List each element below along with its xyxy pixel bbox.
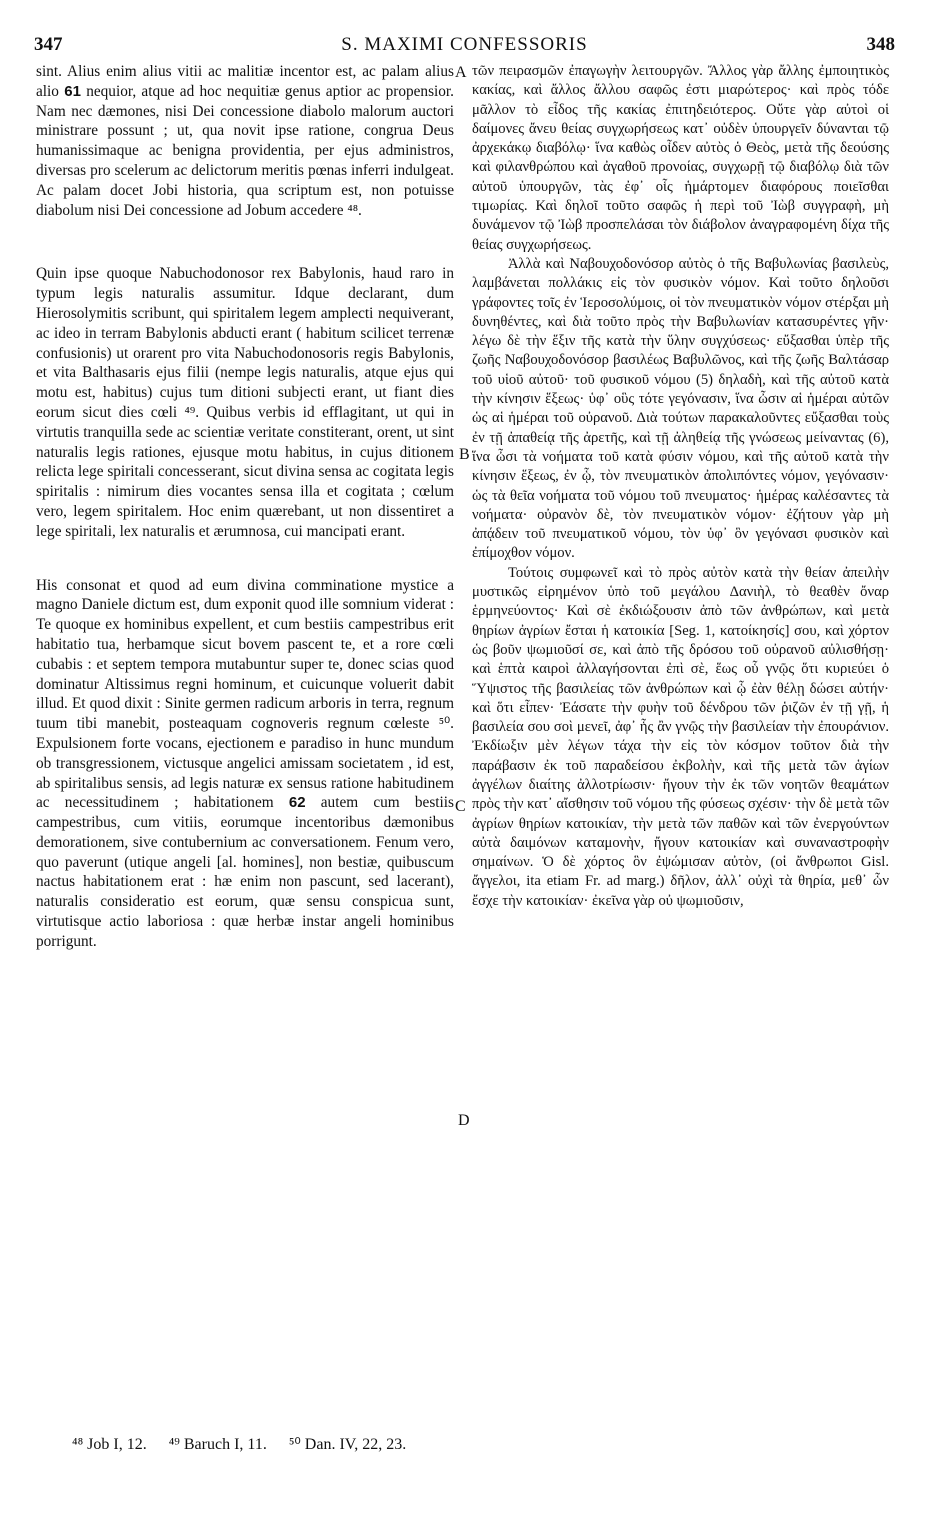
margin-mark-d: D [458,1112,470,1129]
latin-paragraph-1 [36,62,454,220]
latin-paragraph-2: Quin ipse quoque Nabuchodonosor rex Babylonis, haud raro in typum legis naturalis assumitur. Idque declarant, dum Hierosolymitis scribunt, qui spiritalem legem amplecti nequiverant, ac ideo in terram Babylonis abducti erant ( habitum scilicet terrenæ confusionis) ut orarent pro vita Nabuchodonosoris regis Babylonis, et vita Balthasaris ejus filii (nempe legis naturalis, atque ejus qui motu est, habitus) cujus tum ditioni subjecti erant, ut fiant dies eorum sicut dies cœli ⁴⁹. Quibus verbis id efflagitant, ut qui in virtutis tranquilla sede ac scientiæ veritate constiterant, orent, ut sint naturalis legis rationes, ejusque motu habitus, in cujus ditionem relicta lege spiritali concesserant, sicut divina sensa ac cogitata legis spiritalis : nimirum dies vocantes sensa illa et cogitata ; cœlum vero, legem spiritalem. Hoc enim quærebant, ut non dissentiret a lege spiritali, lex naturalis et ærumnosa, cui mancipati erant. [36,265,454,540]
greek-paragraph-1: τῶν πειρασμῶν ἐπαγωγὴν λειτουργῶν. Ἄλλος γὰρ ἄλλης ἐμποιητικὸς κακίας, καὶ ἄλλος ἄλλου σαφῶς ἐστι μιαρώτερος· καὶ πρὸς τόδε μᾶλλον τὸ εἶδος τῆς κακίας ἐπιτηδειότερος. Οὔτε γὰρ αὐτοὶ οἱ δαίμονες ἄνευ θείας συγχωρήσεως κατ᾽ οὐδὲν ὑπουργεῖν δύνανται τῷ ἀρχεκάκῳ διαβόλῳ· ἵνα καθὼς οἶδεν αὐτὸς ὁ Θεὸς, μετὰ τῆς δεούσης καὶ φιλανθρώπου καὶ ἀγαθοῦ προνοίας, συγχωρῇ τῷ διαβόλῳ διὰ τῶν αὐτοῦ ὑπουργῶν, τὰς ἐφ᾽ οἷς ἡμάρτομεν διαφόρους ποιεῖσθαι τιμωρίας. Καὶ δηλοῖ τοῦτο σαφῶς ἡ περὶ τοῦ Ἰὼβ συγγραφὴ, μὴ δυνάμενον τῷ Ἰὼβ προσπελάσαι τὸν διάβολον ἀναγραφομένη δίχα τῆς θείας συγχωρήσεως. [472,63,889,253]
latin-text: nequior, atque ad hoc nequitiæ genus aptior ac propensior. Nam nec dæmones, nisi Dei concessione diabolo malorum auctori ministrare possunt ; ut, qua novit ipse ratione, congrua Deus humanissimaque ac benigna providentia, per ejus administros, diversas pro scelerum ac delictorum meritis pœnas inferri indulgeat. Ac palam docet Jobi historia, qua scriptum est, non potuisse diabolum nisi Dei concessione ad Jobum accedere ⁴⁸. [36,82,454,219]
page-number-right: 348 [866,34,895,55]
latin-paragraph-3 [36,576,454,952]
column-number-marker: 61 [64,82,81,100]
footnotes [72,1434,424,1454]
running-title: S. MAXIMI CONFESSORIS [341,34,588,55]
margin-mark-b: B [459,446,470,463]
running-header [34,34,895,58]
column-number-marker: 62 [288,794,306,812]
footnote-49: ⁴⁹ Baruch I, 11. [168,1436,267,1453]
greek-paragraph-2: Ἀλλὰ καὶ Ναβουχοδονόσορ αὐτὸς ὁ τῆς Βαβυλωνίας βασιλεὺς, λαμβάνεται πολλάκις εἰς τὸν φυσικὸν νόμον. Καὶ τοῦτο δηλοῦσι γράφοντες τοῖς ἐν Ἱεροσολύμοις, οἱ τὸν πνευματικὸν νόμον στέρξαι μὴ δυνηθέντες, καὶ διὰ τοῦτο πρὸς τὴν Βαβυλωνίαν κατασυρέντες γῆν· λέγω δὲ τὴν ἕξιν τῆς κατὰ τὴν ὕλην συγχύσεως· εὔξασθαι ὑπὲρ τῆς ζωῆς Ναβουχοδονόσορ βασιλέως Βαβυλῶνος, καὶ τῆς ζωῆς Βαλτάσαρ τοῦ υἱοῦ αὐτοῦ· τοῦ φυσικοῦ νόμου (5) δηλαδὴ, καὶ τῆς αὐτοῦ κατὰ τὴν κίνησιν ἕξεως· ὑφ᾽ οὓς τότε γεγόνασιν, ἵνα ὦσιν αἱ ἡμέραι αὐτῶν ὡς αἱ ἡμέραι τοῦ οὐρανοῦ. Διὰ τούτων παρακαλοῦντες εὔξασθαι τοὺς ἐν τῇ ἀπαθείᾳ τῆς ἀρετῆς, καὶ τῇ ἀληθείᾳ τῆς γνώσεως μείναντας (6), ἵνα ὦσι τὰ νοήματα τοῦ κατὰ φύσιν νόμου, καὶ τῆς αὐτοῦ κατὰ τὴν κίνησιν ἕξεως, ἐν ᾧ, τὸν πνευματικὸν ἀπολιπόντες νόμον, γεγόνασιν· ὡς τὰ θεῖα νοήματα τοῦ νόμου τοῦ πνευματος· ἡμέρας καλέσαντες τὰ νοήματα· οὐρανὸν δὲ, τὸν πνευματικὸν νόμον· ἐζήτουν γὰρ μὴ ἀπᾴδειν τοῦ πνευματικοῦ νόμου, τὸν ὑφ᾽ ὃν γεγόνασι φυσικὸν καὶ ἐπίμοχθον νόμον. [472,255,889,562]
latin-column [36,62,454,952]
margin-mark-c: C [455,798,466,815]
footnote-48: ⁴⁸ Job I, 12. [72,1436,147,1453]
latin-text: His consonat et quod ad eum divina comminatione mystice a magno Daniele dictum est, dum exponit quod ille somnium viderat : Te quoque ex hominibus expellent, et cum bestiis campestribus erit habitatio tua, herbamque sicut bovem pascent te, et a rore cœli cubabis : et septem tempora mutabuntur super te, donec scias quod dominatur Altissimus regni hominum, et cuicunque voluerit dabit illud. Et quod dixit : Sinite germen radicum arboris in terra, regnum tuum tibi manebit, posteaquam cognoveris regnum cœleste ⁵⁰. Expulsionem forte vocans, ejectionem e paradiso in hunc mundum ob transgressionem, victusque angelici amissam societatem , id est, ab spiritalibus sensis, ad legis naturæ ex sensus ratione habitudinem ac necessitudinem ; habitationem [36,576,454,812]
margin-mark-a: A [455,64,467,81]
footnote-50: ⁵⁰ Dan. IV, 22, 23. [288,1436,407,1453]
greek-column [472,62,889,911]
latin-text: autem cum bestiis campestribus, cum vitiis, eorumque incentoribus dæmonibus demorationem, sive contubernium ac conversationem. Fenum vero, quo paverunt (utique angeli [al. homines], non bestiæ, quibuscum nactus habitationem erat : hæ enim non pascunt, sed lacerant), naturalis consideratio est eorum, quæ sensu conspicua sunt, virtutisque actio laboriosa : quæ herbæ instar angeli hominibus porrigunt. [36,794,454,950]
latin-text: sint. Alius enim alius vitii ac malitiæ incentor est, ac palam alius alio [36,63,454,100]
greek-paragraph-3: Τούτοις συμφωνεῖ καὶ τὸ πρὸς αὐτὸν κατὰ τὴν θείαν ἀπειλὴν μυστικῶς εἰρημένον ὑπὸ τοῦ μεγάλου Δανιὴλ, τὸ θεαθὲν ὄναρ ἑρμηνεύοντος· Καὶ σὲ ἐκδιώξουσιν ἀπὸ τῶν ἀνθρώπων, καὶ μετὰ θηρίων ἀγρίων ἔσται ἡ κατοικία [Seg. 1, κατοίκησίς] σου, καὶ χόρτον ὡς βοῦν ψωμιοῦσί σε, καὶ ἀπὸ τῆς δρόσου τοῦ οὐρανοῦ αὐλισθήσῃ· καὶ ἑπτὰ καιροὶ ἀλλαγήσονται ἐπὶ σὲ, ἕως οὗ γνῷς ὅτι κυριεύει ὁ Ὕψιστος τῆς βασιλείας τῶν ἀνθρώπων καὶ ᾧ ἐὰν θέλῃ δώσει αὐτήν· καὶ ὅτι εἶπεν· Ἐάσατε τὴν φυὴν τοῦ δένδρου τῶν ῥιζῶν ἐν τῇ γῇ, ἡ βασιλεία σου σοὶ μενεῖ, ἀφ᾽ ἧς ἂν γνῷς τὴν βασιλείαν τὴν ἐπουράνιον. Ἐκδίωξιν μὲν λέγων τάχα τὴν εἰς τὸν κόσμον τοῦτον διὰ τὴν παράβασιν ἐκ τοῦ παραδείσου ἐκβολὴν, καὶ τῆς μετὰ τῶν ἁγίων ἀγγέλων διαίτης ἀλλοτρίωσιν· ἤγουν τὴν ἐκ τῶν νοητῶν θεαμάτων πρὸς τὴν κατ᾽ αἴσθησιν τοῦ νόμου τῆς φύσεως σχέσιν· τὴν δὲ μετὰ τῶν ἀγρίων θηρίων κατοικίαν, τὴν μετὰ τῶν παθῶν καὶ τῶν ἐνεργούντων αὐτὰ δαιμόνων καταμονὴν, ἤγουν κατοικίαν καὶ συναναστροφὴν σημαίνων. Ὁ δὲ χόρτος ὃν ἐψώμισαν αὐτὸν, (οἱ ἄνθρωποι Gisl. ἄγγελοι, ita etiam Fr. ad marg.) δῆλον, ἀλλ᾽ οὐχὶ τὰ θηρία, μεθ᾽ ὧν ἔσχε τὴν κατοικίαν· ἐκεῖνα γὰρ οὐ ψωμιοῦσιν, [472,564,889,909]
page-number-left: 347 [34,34,63,55]
